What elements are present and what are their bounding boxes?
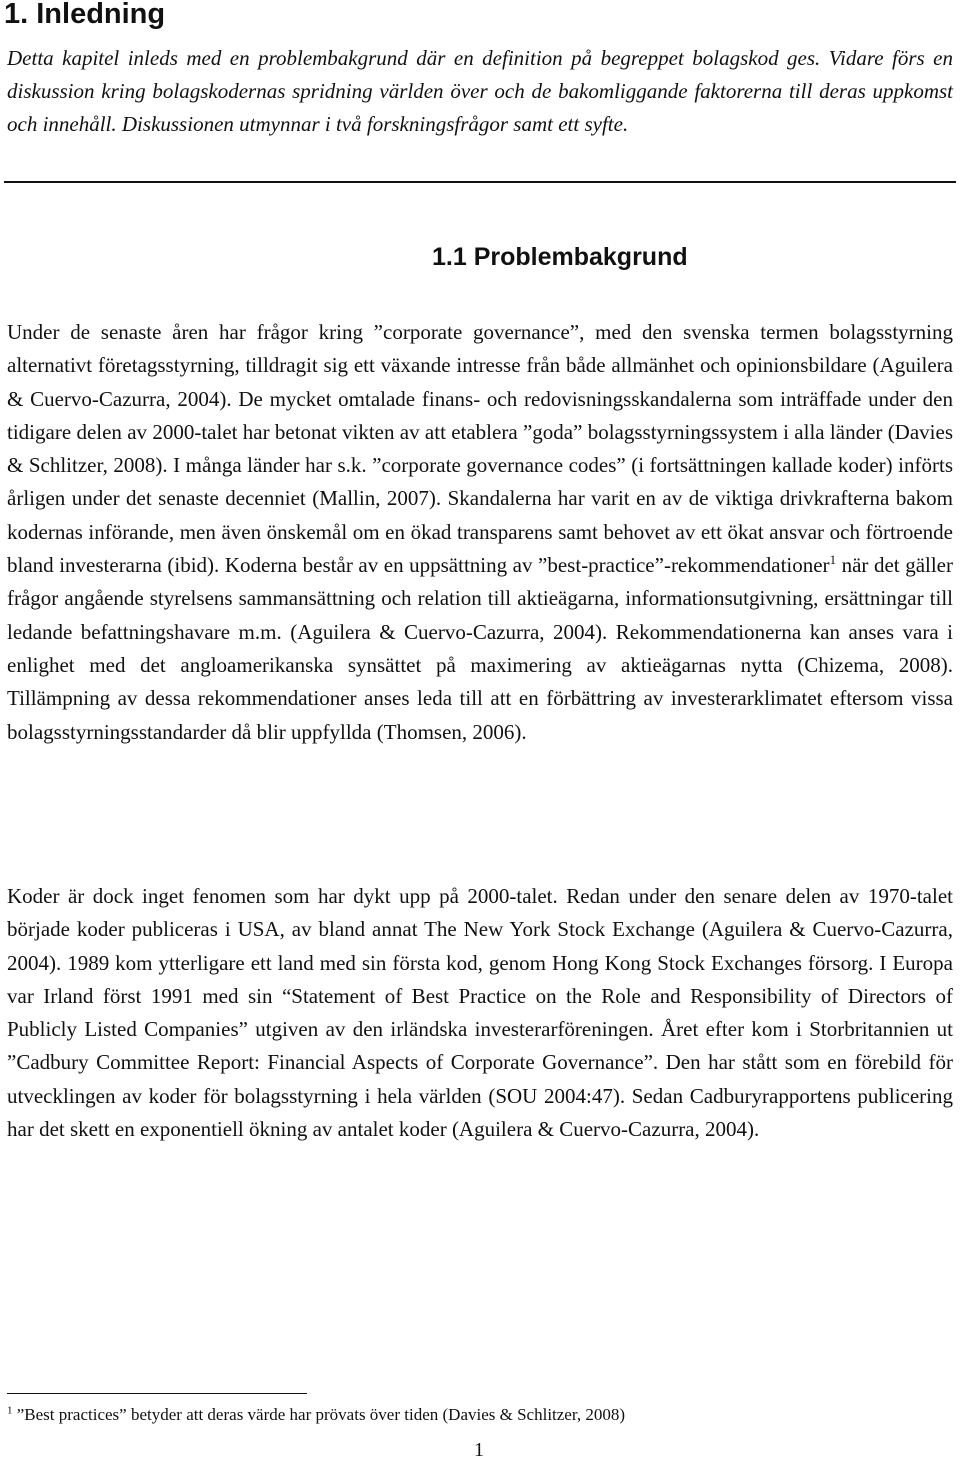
paragraph-1-part-b: när det gäller frågor angående styrelsens sammansättning och relation till aktieägarna, informationsutgivning, ersättningar till ledande befattningshavare m.m. (Aguilera & Cuervo-Cazurra, 2004). Rekommendationerna kan anses vara i enlighet med det angloamerikanska synsättet på maximering av aktieägarnas nytta (Chizema, 2008). Tillämpning av dessa rekommendationer anses leda till att en förbättring av investerarklimatet eftersom vissa bolagsstyrningsstandarder då blir uppfyllda (Thomsen, 2006). <box>7 553 953 744</box>
footnote-text: ”Best practices” betyder att deras värde har prövats över tiden (Davies & Schlitzer, 2008) <box>12 1405 625 1424</box>
footnote <box>7 1404 625 1426</box>
abstract-divider <box>4 181 956 183</box>
page-number: 1 <box>474 1439 484 1461</box>
footnote-mark: 1 <box>7 1404 13 1417</box>
section-heading: 1.1 Problembakgrund <box>432 243 688 271</box>
chapter-abstract: Detta kapitel inleds med en problembakgrund där en definition på begreppet bolagskod ges. Vidare förs en diskussion kring bolagskodernas spridning världen över och de bakomliggande faktorerna till deras uppkomst och innehåll. Diskussionen utmynnar i två forskningsfrågor samt ett syfte. <box>7 46 953 136</box>
paragraph-1 <box>7 316 953 749</box>
footnote-divider <box>7 1393 307 1394</box>
footnote-reference[interactable]: 1 <box>829 552 837 568</box>
paragraph-1-part-a: Under de senaste åren har frågor kring ”corporate governance”, med den svenska termen bolagsstyrning alternativt företagsstyrning, tilldragit sig ett växande intresse från både allmänhet och opinionsbildare (Aguilera & Cuervo-Cazurra, 2004). De mycket omtalade finans- och redovisningsskandalerna som inträffade under den tidigare delen av 2000-talet har betonat vikten av att etablera ”goda” bolagsstyrningssystem i alla länder (Davies & Schlitzer, 2008). I många länder har s.k. ”corporate governance codes” (i fortsättningen kallade koder) införts årligen under det senaste decenniet (Mallin, 2007). Skandalerna har varit en av de viktiga drivkrafterna bakom kodernas införande, men även önskemål om en ökad transparens samt behovet av ett ökat ansvar och förtroende bland investerarna (ibid). Koderna består av en uppsättning av ”best-practice”-rekommendationer <box>7 320 953 578</box>
paragraph-2: Koder är dock inget fenomen som har dykt upp på 2000-talet. Redan under den senare delen av 1970-talet började koder publiceras i USA, av bland annat The New York Stock Exchange (Aguilera & Cuervo-Cazurra, 2004). 1989 kom ytterligare ett land med sin första kod, genom Hong Kong Stock Exchanges försorg. I Europa var Irland först 1991 med sin “Statement of Best Practice on the Role and Responsibility of Directors of Publicly Listed Companies” utgiven av den irländska investerarföreningen. Året efter kom i Storbritannien ut ”Cadbury Committee Report: Financial Aspects of Corporate Governance”. Den har stått som en förebild för utvecklingen av koder för bolagsstyrning i hela världen (SOU 2004:47). Sedan Cadburyrapportens publicering har det skett en exponentiell ökning av antalet koder (Aguilera & Cuervo-Cazurra, 2004). <box>7 884 953 1142</box>
chapter-heading: 1. Inledning <box>4 0 166 30</box>
